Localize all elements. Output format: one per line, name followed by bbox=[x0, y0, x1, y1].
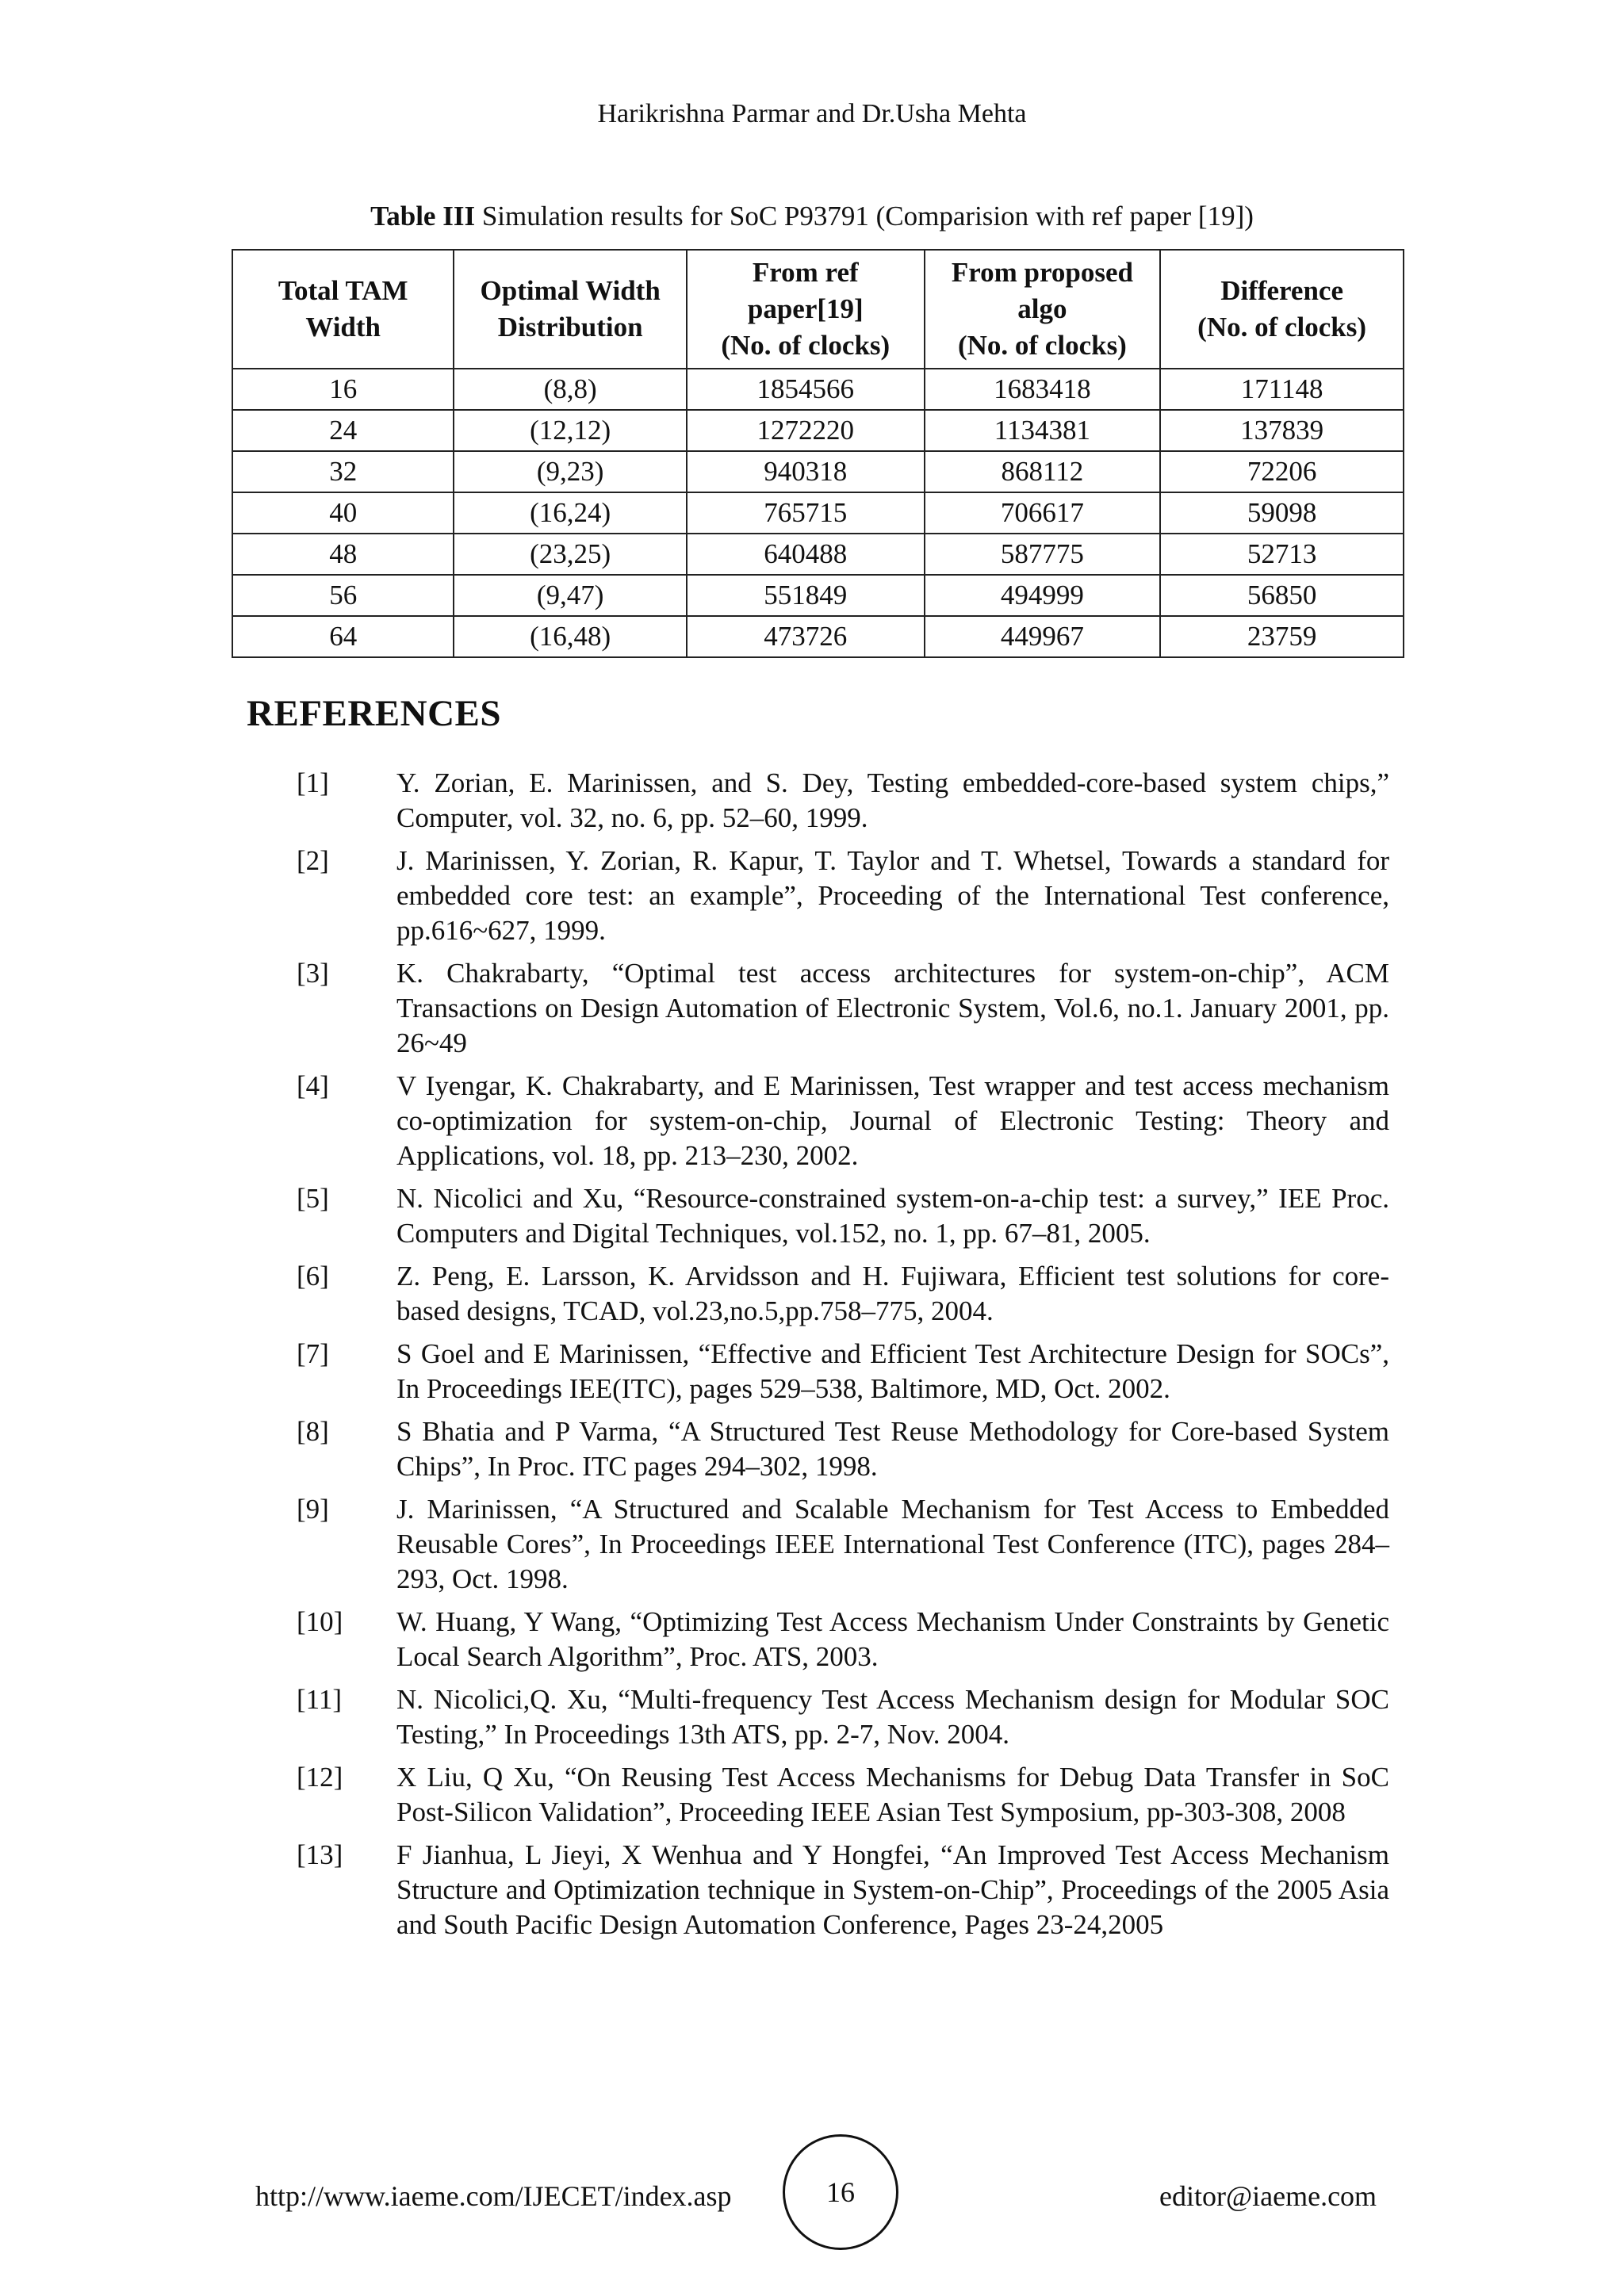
results-table bbox=[232, 249, 1404, 658]
table-cell: 59098 bbox=[1160, 492, 1404, 534]
table-header-row bbox=[232, 250, 1404, 369]
header-line: (No. of clocks) bbox=[1197, 312, 1367, 342]
header-line: Difference bbox=[1220, 275, 1344, 306]
reference-item bbox=[297, 844, 1389, 948]
table-caption-label: Table III bbox=[370, 201, 476, 232]
table-cell: (12,12) bbox=[454, 410, 687, 451]
reference-number: [3] bbox=[297, 958, 329, 989]
table-cell: 706617 bbox=[925, 492, 1161, 534]
header-line: (No. of clocks) bbox=[721, 330, 891, 361]
table-cell: 16 bbox=[232, 369, 454, 410]
table-cell: 137839 bbox=[1160, 410, 1404, 451]
table-cell: 868112 bbox=[925, 451, 1161, 492]
reference-item bbox=[297, 1414, 1389, 1484]
page-number: 16 bbox=[826, 2176, 855, 2208]
header-difference bbox=[1160, 250, 1404, 369]
table-cell: 449967 bbox=[925, 616, 1161, 657]
header-total-tam-width bbox=[232, 250, 454, 369]
table-cell: 765715 bbox=[687, 492, 925, 534]
reference-item bbox=[297, 1069, 1389, 1173]
table-cell: 587775 bbox=[925, 534, 1161, 575]
page-number-badge bbox=[783, 2134, 898, 2250]
header-line: From ref bbox=[752, 257, 859, 288]
reference-text: V Iyengar, K. Chakrabarty, and E Marinissen, Test wrapper and test access mechanism co-optimization for system-on-chip, Journal of Electronic Testing: Theory and Applications, vol. 18, pp. 213–230, 2002. bbox=[396, 1070, 1389, 1171]
header-line: Width bbox=[305, 312, 381, 342]
table-row bbox=[232, 451, 1404, 492]
reference-text: J. Marinissen, Y. Zorian, R. Kapur, T. Taylor and T. Whetsel, Towards a standard for embedded core test: an example”, Proceeding of the International Test conference, pp.616~627, 1999. bbox=[396, 845, 1389, 946]
reference-text: X Liu, Q Xu, “On Reusing Test Access Mechanisms for Debug Data Transfer in SoC Post-Silicon Validation”, Proceeding IEEE Asian Test Symposium, pp-303-308, 2008 bbox=[396, 1762, 1389, 1827]
reference-text: S Bhatia and P Varma, “A Structured Test Reuse Methodology for Core-based System Chips”, In Proc. ITC pages 294–302, 1998. bbox=[396, 1416, 1389, 1482]
table-cell: 1134381 bbox=[925, 410, 1161, 451]
reference-item bbox=[297, 1838, 1389, 1942]
reference-item bbox=[297, 1259, 1389, 1329]
table-cell: 64 bbox=[232, 616, 454, 657]
reference-item bbox=[297, 766, 1389, 836]
header-line: Optimal Width bbox=[480, 275, 661, 306]
header-line: From proposed bbox=[951, 257, 1133, 288]
table-row bbox=[232, 369, 1404, 410]
table-cell: 48 bbox=[232, 534, 454, 575]
reference-number: [10] bbox=[297, 1606, 343, 1637]
header-line: (No. of clocks) bbox=[957, 330, 1127, 361]
table-cell: 56850 bbox=[1160, 575, 1404, 616]
reference-text: S Goel and E Marinissen, “Effective and Efficient Test Architecture Design for SOCs”, In Proceedings IEE(ITC), pages 529–538, Baltimore, MD, Oct. 2002. bbox=[396, 1338, 1389, 1404]
footer-email-link[interactable]: editor@iaeme.com bbox=[1159, 2180, 1377, 2212]
table-caption-text: Simulation results for SoC P93791 (Comparision with ref paper [19]) bbox=[481, 201, 1254, 232]
table-cell: (16,24) bbox=[454, 492, 687, 534]
table-cell: 551849 bbox=[687, 575, 925, 616]
header-line: paper[19] bbox=[747, 293, 864, 324]
reference-number: [8] bbox=[297, 1416, 329, 1447]
reference-item bbox=[297, 1181, 1389, 1251]
header-from-proposed-algo bbox=[925, 250, 1161, 369]
reference-item bbox=[297, 956, 1389, 1061]
table-row bbox=[232, 616, 1404, 657]
reference-number: [9] bbox=[297, 1494, 329, 1525]
running-head: Harikrishna Parmar and Dr.Usha Mehta bbox=[597, 99, 1027, 128]
reference-item bbox=[297, 1760, 1389, 1830]
reference-number: [6] bbox=[297, 1261, 329, 1292]
header-line: Distribution bbox=[497, 312, 643, 342]
reference-text: N. Nicolici and Xu, “Resource-constrained system-on-a-chip test: a survey,” IEE Proc. Computers and Digital Techniques, vol.152, no. 1, pp. 67–81, 2005. bbox=[396, 1183, 1389, 1249]
table-caption bbox=[0, 198, 1624, 235]
table-row bbox=[232, 534, 1404, 575]
header-optimal-width-distribution bbox=[454, 250, 687, 369]
reference-number: [13] bbox=[297, 1839, 343, 1870]
reference-text: W. Huang, Y Wang, “Optimizing Test Access Mechanism Under Constraints by Genetic Local Search Algorithm”, Proc. ATS, 2003. bbox=[396, 1606, 1389, 1672]
reference-number: [4] bbox=[297, 1070, 329, 1101]
table-cell: 72206 bbox=[1160, 451, 1404, 492]
table-cell: 23759 bbox=[1160, 616, 1404, 657]
reference-text: K. Chakrabarty, “Optimal test access architectures for system-on-chip”, ACM Transactions on Design Automation of Electronic System, Vol.6, no.1. January 2001, pp. 26~49 bbox=[396, 958, 1389, 1058]
header-line: Total TAM bbox=[278, 275, 408, 306]
table-row bbox=[232, 410, 1404, 451]
reference-item bbox=[297, 1337, 1389, 1406]
table-row bbox=[232, 492, 1404, 534]
table-cell: 171148 bbox=[1160, 369, 1404, 410]
reference-number: [11] bbox=[297, 1684, 343, 1715]
table-cell: 40 bbox=[232, 492, 454, 534]
reference-number: [5] bbox=[297, 1183, 329, 1214]
table-row bbox=[232, 575, 1404, 616]
table-cell: 1854566 bbox=[687, 369, 925, 410]
table-cell: 56 bbox=[232, 575, 454, 616]
table-cell: 24 bbox=[232, 410, 454, 451]
reference-item bbox=[297, 1492, 1389, 1597]
footer-url-link[interactable]: http://www.iaeme.com/IJECET/index.asp bbox=[255, 2180, 732, 2212]
reference-text: J. Marinissen, “A Structured and Scalable Mechanism for Test Access to Embedded Reusable Cores”, In Proceedings IEEE International Test Conference (ITC), pages 284–293, Oct. 1998. bbox=[396, 1494, 1389, 1594]
table-cell: (23,25) bbox=[454, 534, 687, 575]
reference-item bbox=[297, 1682, 1389, 1752]
table-cell: 940318 bbox=[687, 451, 925, 492]
table-cell: 52713 bbox=[1160, 534, 1404, 575]
header-line: algo bbox=[1017, 293, 1067, 324]
table-cell: 1272220 bbox=[687, 410, 925, 451]
references-heading: REFERENCES bbox=[247, 693, 502, 734]
table-cell: (16,48) bbox=[454, 616, 687, 657]
reference-text: F Jianhua, L Jieyi, X Wenhua and Y Hongfei, “An Improved Test Access Mechanism Structure and Optimization technique in System-on-Chip”, Proceedings of the 2005 Asia and South Pacific Design Automation Conference, Pages 23-24,2005 bbox=[396, 1839, 1389, 1940]
reference-number: [1] bbox=[297, 767, 329, 798]
header-from-ref-paper bbox=[687, 250, 925, 369]
table-cell: 640488 bbox=[687, 534, 925, 575]
table-cell: 473726 bbox=[687, 616, 925, 657]
table-cell: 494999 bbox=[925, 575, 1161, 616]
reference-number: [2] bbox=[297, 845, 329, 876]
reference-number: [7] bbox=[297, 1338, 329, 1369]
table-cell: (9,23) bbox=[454, 451, 687, 492]
table-cell: 32 bbox=[232, 451, 454, 492]
reference-list bbox=[297, 766, 1389, 1950]
table-cell: (8,8) bbox=[454, 369, 687, 410]
reference-number: [12] bbox=[297, 1762, 343, 1793]
reference-text: N. Nicolici,Q. Xu, “Multi-frequency Test Access Mechanism design for Modular SOC Testing,” In Proceedings 13th ATS, pp. 2-7, Nov. 2004. bbox=[396, 1684, 1389, 1750]
table-cell: (9,47) bbox=[454, 575, 687, 616]
reference-item bbox=[297, 1605, 1389, 1674]
reference-text: Z. Peng, E. Larsson, K. Arvidsson and H. Fujiwara, Efficient test solutions for core-based designs, TCAD, vol.23,no.5,pp.758–775, 2004. bbox=[396, 1261, 1389, 1326]
table-cell: 1683418 bbox=[925, 369, 1161, 410]
reference-text: Y. Zorian, E. Marinissen, and S. Dey, Testing embedded-core-based system chips,” Computer, vol. 32, no. 6, pp. 52–60, 1999. bbox=[396, 767, 1389, 833]
